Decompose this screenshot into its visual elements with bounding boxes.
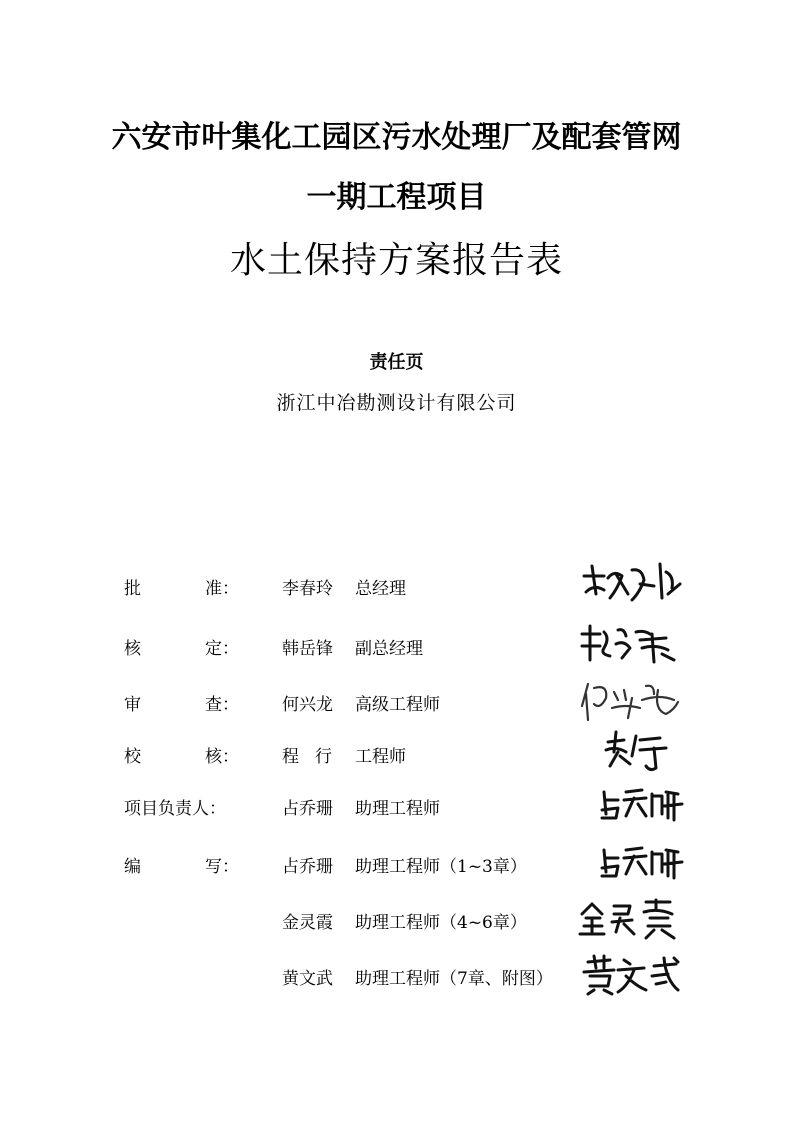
name-char: 行 bbox=[315, 747, 332, 767]
company-name: 浙江中冶勘测设计有限公司 bbox=[276, 392, 517, 414]
role-char: 定： bbox=[205, 639, 239, 659]
title-line-2: 一期工程项目 bbox=[306, 180, 487, 215]
person-title: 助理工程师（7章、附图） bbox=[355, 969, 553, 989]
title-line-3: 水土保持方案报告表 bbox=[229, 240, 563, 281]
role-char: 核： bbox=[205, 747, 239, 767]
person-title: 总经理 bbox=[355, 579, 406, 599]
person-title: 工程师 bbox=[355, 747, 406, 767]
signature-image bbox=[570, 774, 700, 832]
role-char: 审 bbox=[124, 695, 141, 715]
signatory-row-review bbox=[0, 682, 793, 722]
role-char: 校 bbox=[124, 747, 141, 767]
signatory-row-write-2 bbox=[0, 900, 793, 940]
signatory-row-check bbox=[0, 734, 793, 774]
signature-image bbox=[570, 888, 700, 946]
signature-image bbox=[570, 670, 700, 728]
signature-image bbox=[570, 944, 700, 1002]
signatory-row-write bbox=[0, 844, 793, 884]
role-char: 批 bbox=[124, 579, 141, 599]
role-label bbox=[124, 852, 239, 877]
role-label bbox=[124, 690, 239, 715]
person-name: 韩岳锋 bbox=[282, 639, 333, 659]
role-label bbox=[124, 574, 239, 599]
signature-image bbox=[570, 554, 700, 612]
person-name: 何兴龙 bbox=[282, 695, 333, 715]
signatory-row-approve bbox=[0, 566, 793, 606]
name-char: 程 bbox=[282, 747, 299, 767]
person-title: 助理工程师 bbox=[355, 799, 440, 819]
signature-image bbox=[570, 722, 700, 780]
signatory-row-verify bbox=[0, 626, 793, 666]
role-label: 项目负责人： bbox=[124, 799, 226, 819]
person-name: 黄文武 bbox=[282, 969, 333, 989]
role-char: 编 bbox=[124, 857, 141, 877]
role-char: 写： bbox=[205, 857, 239, 877]
role-label bbox=[124, 742, 239, 767]
role-label bbox=[124, 634, 239, 659]
role-char: 核 bbox=[124, 639, 141, 659]
person-name bbox=[282, 742, 332, 767]
person-title: 助理工程师（1~3章） bbox=[355, 857, 527, 877]
role-char: 准： bbox=[205, 579, 239, 599]
person-name: 占乔珊 bbox=[282, 857, 333, 877]
section-heading: 责任页 bbox=[369, 352, 424, 373]
signatory-row-project-lead bbox=[0, 786, 793, 826]
signatory-row-write-3 bbox=[0, 956, 793, 996]
person-title: 高级工程师 bbox=[355, 695, 440, 715]
role-char: 查： bbox=[205, 695, 239, 715]
person-name: 占乔珊 bbox=[282, 799, 333, 819]
title-line-1: 六安市叶集化工园区污水处理厂及配套管网 bbox=[111, 120, 682, 155]
signature-image bbox=[570, 614, 700, 672]
person-name: 金灵霞 bbox=[282, 913, 333, 933]
person-name: 李春玲 bbox=[282, 579, 333, 599]
person-title: 副总经理 bbox=[355, 639, 423, 659]
signature-image bbox=[570, 832, 700, 890]
person-title: 助理工程师（4~6章） bbox=[355, 913, 527, 933]
